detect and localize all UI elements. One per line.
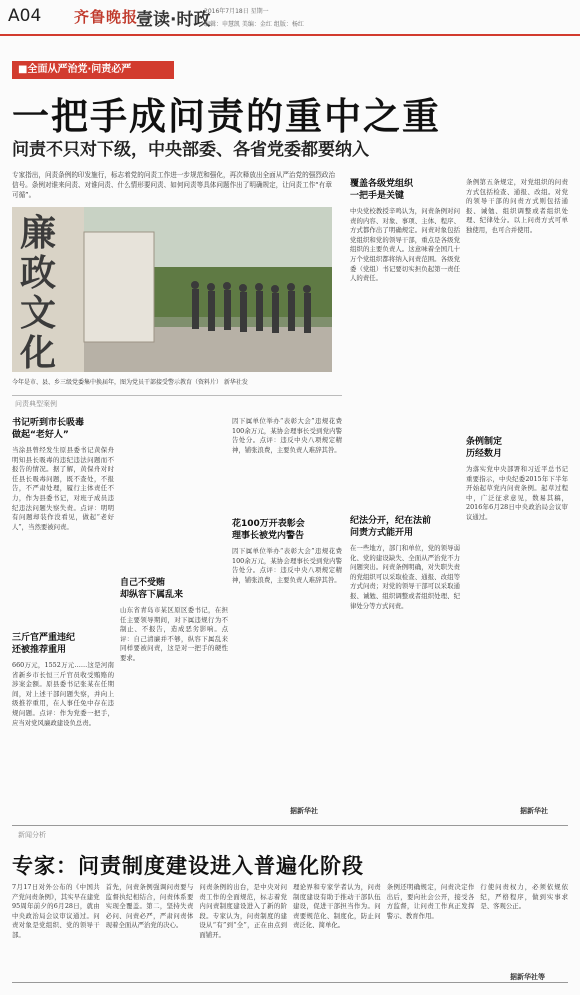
photo-caption: 今年是市、县、乡三级党委集中换届年，图为党员干部接受警示教育（资料片） 新华社发 (12, 379, 248, 386)
main-headline: 一把手成问责的重中之重 (12, 95, 441, 138)
section-title: 壹读·时政 (136, 10, 211, 30)
bottom-column: 条例还明确规定，问责决定作出后，要向社会公开，接受各方监督，让问责工作真正发挥警示、教育作用。 (386, 883, 475, 920)
lead-paragraph: 专家指出，问责条例的印发施行，标志着党的问责工作进一步规范和强化，再次释放出全面从严治党的强烈政治信号。条例对谁来问责、对谁问责、什么情形要问责、如何问责等具体问题作出了明确规定，让问责工作“有章可循”。 (12, 171, 336, 199)
section-divider (12, 395, 342, 407)
bottom-rule (12, 982, 568, 983)
kicker-banner: ■全面从严治党·问责必严 (12, 61, 174, 79)
story-body: 当涂县曾经发生原县委书记黄保舟明知县长吸毒的违纪违法问题而不报告的情况。据了解，黄保舟对时任县长吸毒问题，既不查处，不报告，不严肃处理，履行主体责任不力，作为县委书记，对班子成员违纪违法问题失察失责。点评：明明有问题却装作没看见，做起“老好人”，当然要被问责。 (12, 446, 114, 531)
story-heading: 书记听到市长吸毒 做起“老好人” (12, 418, 85, 440)
story-body: 条例第五条规定，对党组织的问责方式包括检查、通报、改组。对党的领导干部的问责方式则包括通报、诫勉、组织调整或者组织处理、纪律处分。以上问责方式可单独使用，也可合并使用。 (466, 178, 568, 234)
bottom-column: 问责条例的出台，是中央对问责工作的全面规范，标志着党内问责制度建设进入了新的阶段。专家认为，问责制度的建设从“有”到“全”，正在由点到面铺开。 (199, 883, 288, 939)
story-heading: 纪法分开，纪在法前 问责方式能开用 (350, 516, 432, 538)
right-column-b (466, 178, 568, 795)
bottom-section-label: 新闻分析 (18, 831, 46, 839)
masthead (0, 0, 580, 34)
bottom-column: 7月17日对外公布的《中国共产党问责条例》，其实早在建党95周年前夕的6月28日，就由中央政治局会议审议通过。问责对象是党组织、党的领导干部。 (12, 883, 100, 939)
right-column-a (350, 178, 460, 804)
byline: 据新华社 (520, 807, 548, 815)
story-heading: 覆盖各级党组织 一把手是关键 (350, 179, 414, 201)
bottom-column: 首先，问责条例强调问责要与监督执纪相结合，问责体系要实现全覆盖。第二，坚持失责必问、问责必严，严肃问责体现着全面从严治党的决心。 (105, 883, 194, 930)
story-body: 山东省青岛市某区原区委书记，在担任主要领导期间，对下属违规行为不制止、不报告，造成恶劣影响。点评：自己清廉并不够，纵容下属乱来同样要被问责，这是对一把手的硬性要求。 (120, 606, 228, 662)
story-heading: 条例制定 历经数月 (466, 437, 503, 459)
page-number: A04 (8, 6, 42, 26)
middle-column (120, 417, 228, 806)
story-body: 因下属单位举办“表彰大会”违规花费100余万元，某协会理事长受到党内警告处分。点评：违反中央八项规定精神，铺张浪费，主要负责人难辞其咎。 (232, 417, 342, 454)
story-body: 因下属单位举办“表彰大会”违规花费100余万元，某协会理事长受到党内警告处分。点评：违反中央八项规定精神，铺张浪费，主要负责人难辞其咎。 (232, 547, 342, 584)
bottom-columns (12, 883, 568, 978)
story-body: 中央党校教授辛鸣认为，问责条例对问责的内容、对象、事项、主体、程序、方式都作出了明确规定。问责对象包括党组织和党的领导干部，重点是各级党组织的主要负责人。这意味着全国几十万个党组织都将纳入问责范围。各级党委（党组）书记要切实担负起第一责任人的责任。 (350, 207, 460, 283)
column-label: 问责典型案例 (15, 400, 57, 408)
middle-column-2 (232, 417, 342, 797)
byline: 据新华社等 (510, 973, 545, 981)
left-column (12, 417, 114, 811)
bottom-divider (12, 825, 568, 826)
carved-text: 廉政文化 (20, 212, 57, 372)
story-heading: 花100万开表彰会 理事长被党内警告 (232, 519, 305, 541)
date-line: 2016年7月18日 星期一 (204, 8, 269, 15)
story-heading: 自己不受贿 却纵容下属乱来 (120, 578, 184, 600)
bottom-column: 行使问责权力，必须依规依纪，严格程序，做到实事求是、客观公正。 (480, 883, 569, 911)
masthead-rule (0, 34, 580, 36)
story-body: 在一些地方，部门和单位，党的领导弱化、党的建设缺失、全面从严治党不力问题突出。问责条例明确，对失职失责的党组织可以采取检查、通报、改组等方式问责；对党的领导干部可以采取通报、诫勉、组织调整或者组织处理、纪律处分等方式问责。 (350, 544, 460, 610)
byline: 据新华社 (290, 807, 318, 815)
main-subheadline: 问责不只对下级，中央部委、各省党委都要纳入 (12, 140, 369, 160)
story-body: 为落实党中央部署和习近平总书记重要指示，中央纪委2015年下半年开始起草党内问责条例。起草过程中，广泛征求意见，数易其稿，2016年6月28日中央政治局会议审议通过。 (466, 465, 568, 521)
story-body: 660万元，1552万元……这是河南省新乡市长恒三斤官员收受贿赂的涉案金额。原县委书记张某在任期间，对上述干部问题失察，并向上级推荐重用，在人事任免中存在违规问题。点评：作为党委一把手，应当对党风廉政建设负总责。 (12, 661, 114, 727)
story-heading: 三斤官严重违纪 还被推荐重用 (12, 633, 76, 655)
bottom-headline: 专家：问责制度建设进入普遍化阶段 (12, 854, 364, 878)
newspaper-logo: 齐鲁晚报 (74, 8, 139, 26)
bottom-column: 理论界和专家学者认为，问责制度建设有助于推动干部队伍建设，促进干部担当作为。问责要规范化、制度化，防止问责泛化、简单化。 (293, 883, 381, 930)
news-photo (12, 207, 332, 372)
editor-line: 编辑：申慧凯 美编：金红 组版：杨红 (204, 21, 304, 28)
